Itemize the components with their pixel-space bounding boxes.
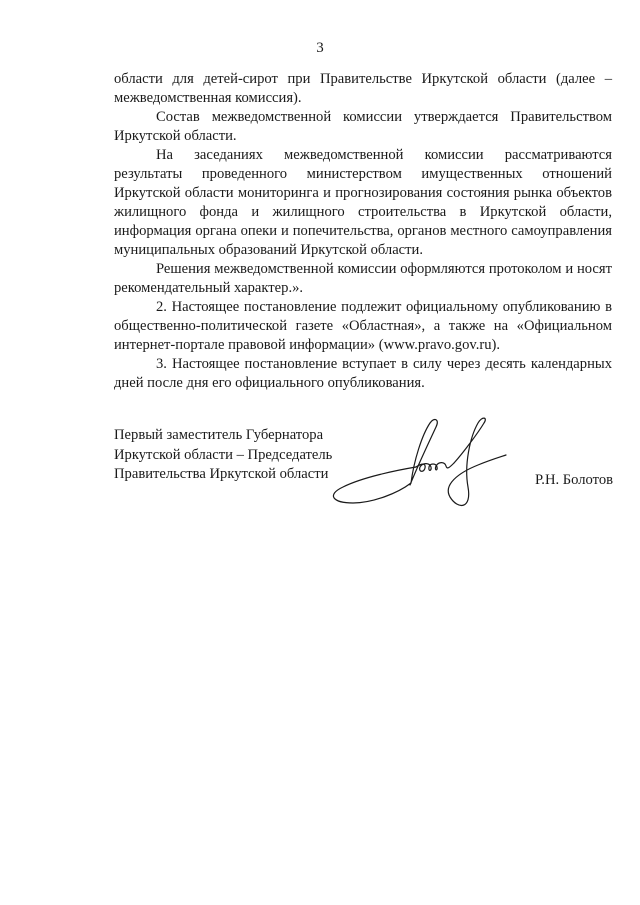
- document-body: [114, 70, 612, 393]
- page-number: 3: [316, 40, 324, 56]
- signer-title: [114, 426, 332, 485]
- body-paragraph: 3. Настоящее постановление вступает в силу через десять календарных дней после дня его официального опубликования.: [114, 356, 612, 391]
- handwritten-signature-icon: [318, 415, 518, 515]
- body-paragraph: 2. Настоящее постановление подлежит официальному опубликованию в общественно-политической газете «Областная», а также на «Официальном интернет-портале правовой информации» (www.pravo.gov.ru).: [114, 299, 612, 353]
- body-paragraph: Решения межведомственной комиссии оформляются протоколом и носят рекомендательный характер.».: [114, 261, 612, 296]
- body-paragraph: области для детей-сирот при Правительстве Иркутской области (далее – межведомственная комиссия).: [114, 71, 612, 106]
- body-paragraph: Состав межведомственной комиссии утверждается Правительством Иркутской области.: [114, 109, 612, 144]
- signer-name: Р.Н. Болотов: [535, 472, 614, 488]
- signer-title-line: Правительства Иркутской области: [114, 466, 329, 482]
- signer-title-line: Первый заместитель Губернатора: [114, 427, 324, 443]
- signer-title-line: Иркутской области – Председатель: [114, 446, 333, 463]
- body-paragraph: На заседаниях межведомственной комиссии рассматриваются результаты проведенного министерством имущественных отношений Иркутской области мониторинга и прогнозирования состояния рынка объектов жилищного фонда и жилищного строительства в Иркутской области, информация органа опеки и попечительства, органов местного самоуправления муниципальных образований Иркутской области.: [114, 147, 612, 258]
